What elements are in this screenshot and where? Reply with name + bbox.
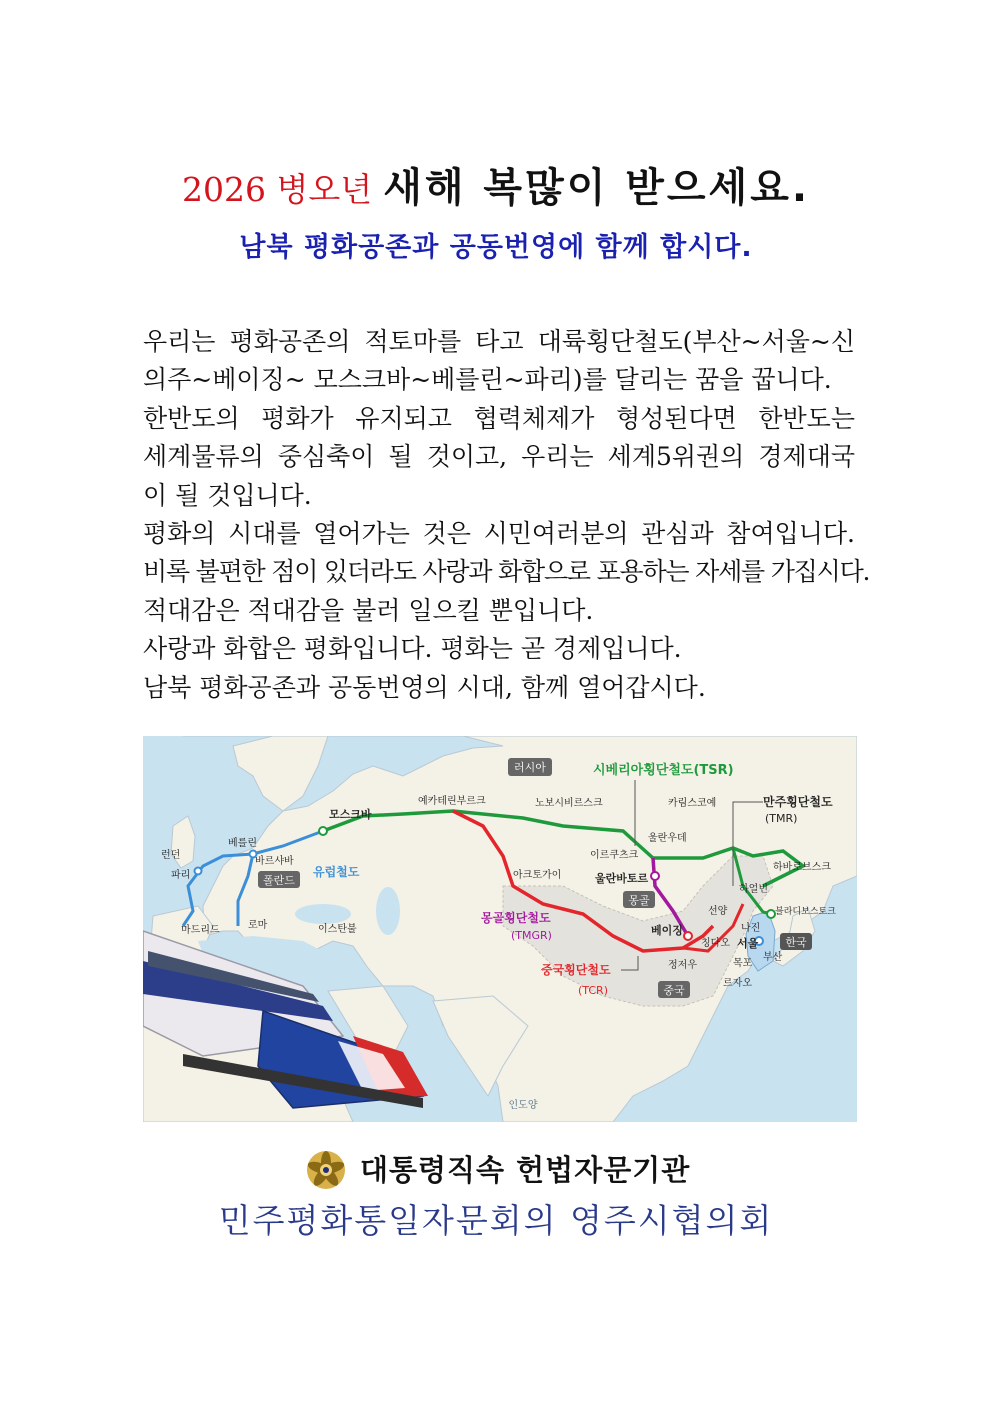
mongolia-label: 몽골 [628, 894, 650, 907]
vladivostok-marker [767, 910, 775, 918]
body-line: 이 될 것입니다. [143, 480, 312, 510]
caspian-sea [376, 887, 400, 935]
china-label: 중국 [663, 984, 685, 997]
city-label: 칭다오 [701, 938, 730, 949]
city-label: 르자오 [723, 978, 752, 989]
city-label: 블라디보스토크 [775, 907, 836, 917]
greeting-title [0, 160, 992, 218]
scandinavia-landmass [233, 736, 328, 811]
tmr-label: 만주횡단철도 [763, 795, 833, 809]
city-label: 서울 [737, 937, 759, 950]
new-year-greeting: 새해 복많이 받으세요. [383, 165, 811, 211]
body-line: 한반도의 평화가 유지되고 협력체제가 형성된다면 한반도는 [143, 403, 855, 433]
tmgr-label: 몽골횡단철도 [481, 911, 551, 925]
beijing-marker [684, 932, 692, 940]
tcr-label: 중국횡단철도 [541, 963, 611, 977]
body-line: 세계물류의 중심축이 될 것이고, 우리는 세계5위권의 경제대국 [143, 442, 855, 472]
city-label: 부산 [763, 952, 783, 963]
city-label: 로마 [248, 920, 268, 931]
city-label: 베이징 [651, 924, 683, 937]
black-sea [295, 904, 351, 924]
city-label: 이스탄불 [318, 924, 357, 935]
city-label: 모스크바 [329, 808, 372, 821]
presidential-emblem-icon [306, 1150, 346, 1190]
city-label: 마드리드 [181, 925, 220, 936]
city-label: 런던 [161, 850, 181, 861]
body-line: 의주~베이징~ 모스크바~베를린~파리)를 달리는 꿈을 꿉니다. [143, 365, 832, 395]
ulaanbaatar-marker [651, 872, 659, 880]
org-name: 민주평화통일자문회의 영주시협의회 [218, 1201, 774, 1240]
city-label: 카림스코예 [668, 798, 717, 809]
city-label: 하바로브스크 [773, 862, 831, 873]
city-label: 노보시비르스크 [535, 798, 603, 809]
city-label: 베를린 [228, 838, 257, 849]
city-label: 목포 [733, 958, 753, 969]
city-label: 울란바토르 [595, 872, 649, 885]
tsr-label: 시베리아횡단철도(TSR) [593, 763, 734, 778]
city-label: 선양 [708, 906, 728, 917]
paris-marker [195, 868, 202, 875]
body-line: 비록 불편한 점이 있더라도 사랑과 화합으로 포용하는 자세를 가집시다. [143, 557, 870, 587]
tmr-abbr: (TMR) [765, 812, 798, 825]
railway-map [143, 736, 857, 1122]
year-label: 2026 병오년 [181, 170, 373, 209]
city-label: 나진 [741, 923, 761, 934]
message-body [143, 323, 870, 707]
indian-ocean-label: 인도양 [508, 1100, 538, 1111]
body-line: 평화의 시대를 열어가는 것은 시민여러분의 관심과 참여입니다. [143, 519, 855, 549]
tcr-abbr: (TCR) [578, 984, 608, 997]
city-label: 바르샤바 [255, 856, 294, 867]
body-line: 우리는 평화공존의 적토마를 타고 대륙횡단철도(부산~서울~신 [143, 327, 855, 356]
body-line: 적대감은 적대감을 불러 일으킬 뿐입니다. [143, 595, 594, 625]
moscow-marker [319, 827, 327, 835]
city-label: 이르쿠츠크 [590, 850, 639, 861]
subtitle: 남북 평화공존과 공동번영에 함께 합시다. [239, 232, 753, 263]
body-line: 사랑과 화합은 평화입니다. 평화는 곧 경제입니다. [143, 634, 682, 664]
body-line: 남북 평화공존과 공동번영의 시대, 함께 열어갑시다. [143, 672, 706, 702]
russia-label: 러시아 [514, 761, 546, 774]
city-label: 울란우데 [648, 833, 687, 844]
city-label: 정저우 [668, 960, 697, 971]
korea-label: 한국 [785, 936, 807, 949]
org-affiliation: 대통령직속 헌법자문기관 [360, 1153, 691, 1187]
city-label: 하얼빈 [739, 884, 768, 895]
euro-rail-label: 유럽철도 [313, 865, 360, 879]
city-label: 아크토가이 [513, 870, 562, 881]
city-label: 파리 [171, 870, 191, 881]
city-label: 예카테린부르크 [418, 796, 486, 807]
poland-label: 폴란드 [263, 874, 295, 887]
railway-map-graphic [143, 736, 857, 1122]
tmgr-abbr: (TMGR) [511, 929, 552, 942]
